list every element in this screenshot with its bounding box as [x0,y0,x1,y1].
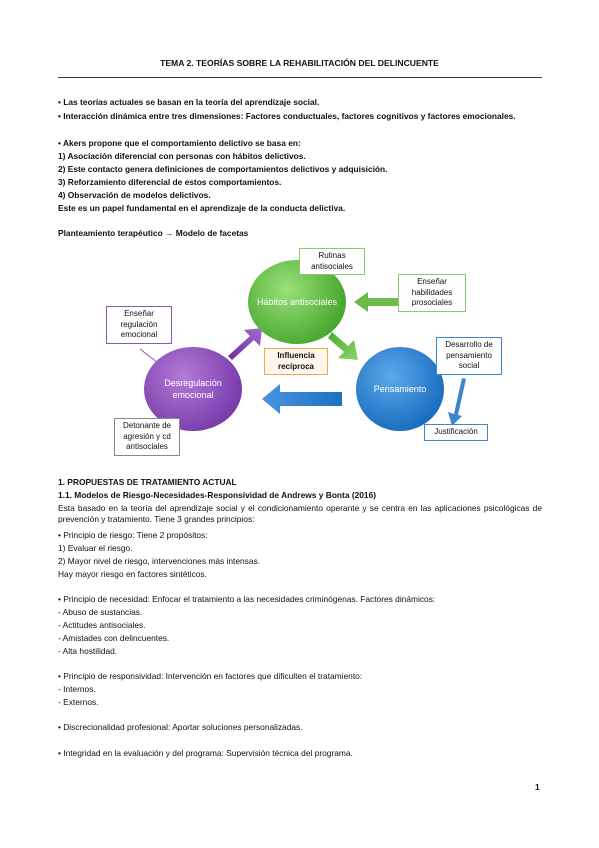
pensamiento-node: Pensamiento [356,347,444,431]
necesidad-item-4: - Alta hostilidad. [58,646,118,656]
detonante-box: Detonante de agresión y cd antisociales [114,418,180,456]
page-number: 1 [535,782,540,792]
discrecionalidad-line: • Discrecionalidad profesional: Aportar soluciones personalizadas. [58,722,303,732]
responsividad-heading: • Principio de responsividad: Intervención en factores que dificulten el tratamiento: [58,671,363,681]
riesgo-item-2: 2) Mayor nivel de riesgo, intervenciones más intensas. [58,556,261,566]
responsividad-item-1: - Internos. [58,684,96,694]
section-heading: 1. PROPUESTAS DE TRATAMIENTO ACTUAL [58,477,237,487]
arrow-desarrollo-to-pensamiento [448,378,466,426]
intro-line-8: Este es un papel fundamental en el aprendizaje de la conducta delictiva. [58,203,346,213]
arrow-habilidades-to-habitos [354,292,400,312]
rutinas-antisociales-box: Rutinas antisociales [299,248,365,275]
riesgo-heading: • Principio de riesgo: Tiene 2 propósitos: [58,530,208,540]
arrow-habitos-to-pensamiento [328,332,358,360]
page-title: TEMA 2. TEORÍAS SOBRE LA REHABILITACIÓN DEL DELINCUENTE [160,58,439,68]
intro-line-2: • Interacción dinámica entre tres dimensiones: Factores conductuales, factores cognitivos y factores emocionales. [58,111,516,121]
necesidad-item-3: - Amistades con delincuentes. [58,633,170,643]
intro-line-5: 2) Este contacto genera definiciones de comportamientos delictivos y adquisición. [58,164,388,174]
ensenar-habilidades-box: Enseñar habilidades prosociales [398,274,466,312]
intro-line-6: 3) Reforzamiento diferencial de estos comportamientos. [58,177,282,187]
facet-model-diagram [100,244,500,462]
desarrollo-pensamiento-box: Desarrollo de pensamiento social [436,337,502,375]
planteamiento-line: Planteamiento terapéutico → Modelo de facetas [58,228,249,238]
section-subheading: 1.1. Modelos de Riesgo-Necesidades-Responsividad de Andrews y Bonta (2016) [58,490,377,500]
title-underline [58,77,542,78]
riesgo-item-3: Hay mayor riesgo en factores sintéticos. [58,569,207,579]
ensenar-regulacion-box: Enseñar regulación emocional [106,306,172,344]
habitos-antisociales-node: Hábitos antisociales [248,260,346,344]
influencia-reciproca-box: Influencia recíproca [264,348,328,375]
riesgo-item-1: 1) Evaluar el riesgo. [58,543,133,553]
arrow-desreg-to-habitos [228,328,262,360]
integridad-line: • Integridad en la evaluación y del programa: Supervisión técnica del programa. [58,748,353,758]
responsividad-item-2: - Externos. [58,697,99,707]
arrow-pensamiento-to-desreg [262,384,342,414]
desregulacion-emocional-node: Desregulación emocional [144,347,242,431]
necesidad-item-1: - Abuso de sustancias. [58,607,143,617]
justificacion-box: Justificación [424,424,488,441]
intro-line-7: 4) Observación de modelos delictivos. [58,190,211,200]
section-description: Esta basado en la teoría del aprendizaje social y el condicionamiento operante y se centra en las aplicaciones psicológicas de prevención y tratamiento. Tiene 3 grandes principios: [58,503,542,524]
intro-line-3: • Akers propone que el comportamiento delictivo se basa en: [58,138,301,148]
intro-line-1: • Las teorías actuales se basan en la teoría del aprendizaje social. [58,97,320,107]
necesidad-item-2: - Actitudes antisociales. [58,620,146,630]
necesidad-heading: • Principio de necesidad: Enfocar el tratamiento a las necesidades criminógenas. Factores dinámicos: [58,594,436,604]
intro-line-4: 1) Asociación diferencial con personas con hábitos delictivos. [58,151,306,161]
